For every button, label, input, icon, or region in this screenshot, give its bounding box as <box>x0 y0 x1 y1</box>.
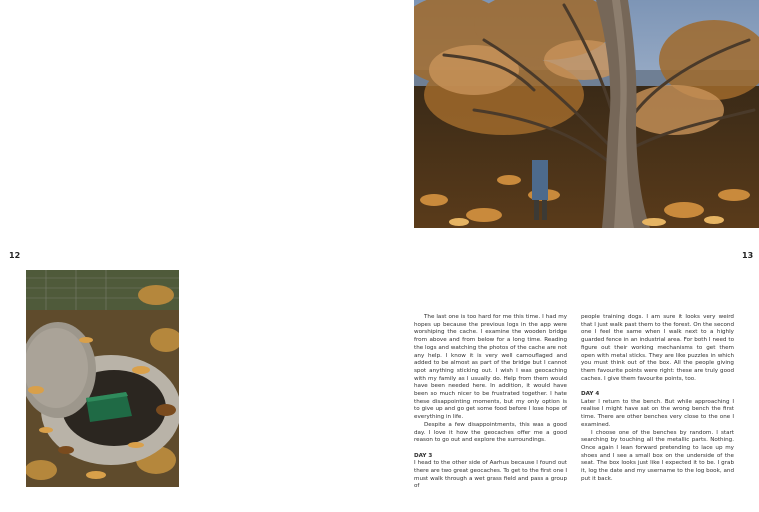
section-heading-day-3: DAY 3 <box>414 452 433 459</box>
paragraph: Despite a few disappointments, this was a good day. I love it how the geocaches offer me a good reason to go out and explore the surroundings. <box>414 421 567 444</box>
section-heading-day-4: DAY 4 <box>581 391 600 398</box>
paragraph: Later I return to the bench. But while approaching I realise I might have sat on the wrong bench the first time. There are other benches very close to the one I examined. <box>581 398 734 428</box>
tree-photo-icon <box>414 0 759 228</box>
paragraph: I head to the other side of Aarhus because I found out there are two great geocaches. To get to the first one I must walk through a wet grass field and pass a group of <box>414 460 567 490</box>
left-page-number: 12 <box>9 251 21 260</box>
cache-box-photo-icon <box>26 270 179 487</box>
paragraph: I choose one of the benches by random. I start searching by touching all the metallic parts. Nothing. Once again I lean forward pretending to lace up my shoes and I see a small box on the underside of the seat. The box looks just like I expected it to be. I grab it, log the date and my username to the log book, and put it back. <box>581 429 734 482</box>
paragraph: The last one is too hard for me this time. I had my hopes up because the previous logs in the app were worshiping the cache. I examine the wooden bridge from above and from below for a long time. Reading the logs and watching the photos of the cache are not any help. I know it is very well camouflaged and added to be almost as part of the bridge but I cannot spot anything sticking out. I wish I was geocaching with my family as I usually do. Help from them would have been needed here. In addition, it would have been so much nicer to be frustrated together. I hate these disappointing moments, but my only option is to give up and go get some food before I lose hope of everything in life. <box>414 314 567 421</box>
right-page-number: 13 <box>742 251 754 260</box>
paragraph: people training dogs. I am sure it looks very weird that I just walk past them to the forest. On the second one I feel the same when I walk next to a highly guarded fence in an industrial area. For both I need to figure out their working mechanisms to get them open with metal sticks. They are like puzzles in which you must think out of the box. All the people giving them favourite points were right: these are truly good caches. I give them favourite points, too. <box>581 314 734 382</box>
tree-photo <box>414 0 759 228</box>
article-column-2 <box>581 314 734 483</box>
article-column-1 <box>414 314 567 491</box>
cache-box-photo <box>26 270 179 487</box>
